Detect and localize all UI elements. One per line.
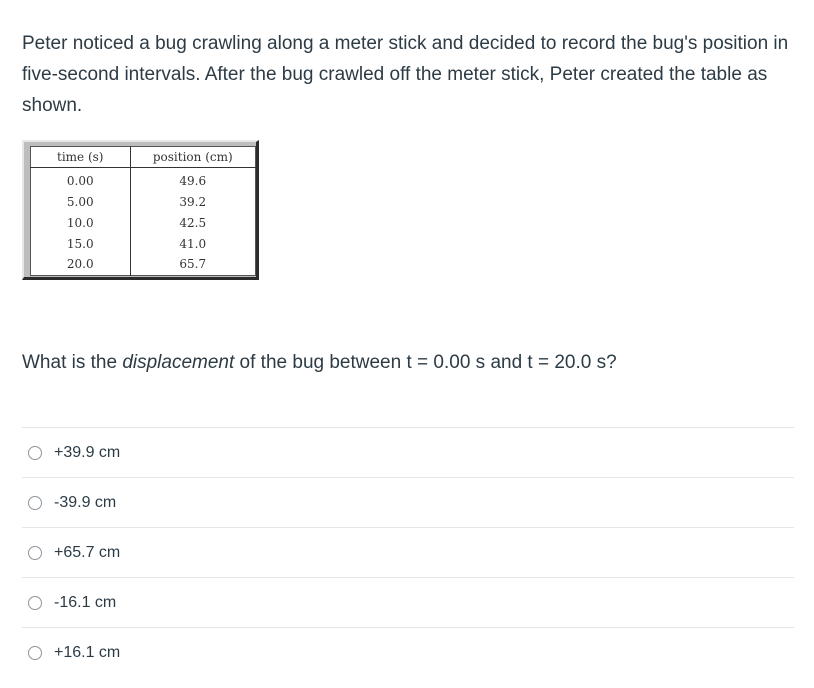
table-row (31, 233, 256, 254)
answer-option-2[interactable] (22, 477, 794, 527)
table-cell-time: 0.00 (31, 168, 131, 192)
table-cell-position: 39.2 (179, 194, 207, 209)
answer-option-4[interactable] (22, 577, 794, 627)
table-cell-position: 41.0 (179, 236, 207, 251)
table-cell-position: 65.7 (179, 257, 207, 272)
prompt-text-after: of the bug between t = 0.00 s and t = 20.0 s? (234, 352, 617, 373)
answer-option-5[interactable] (22, 627, 794, 677)
radio-button-icon[interactable] (28, 546, 42, 560)
table-header-time: time (s) (31, 147, 131, 168)
table-cell-position: 42.5 (179, 215, 207, 230)
answer-label: -16.1 cm (54, 593, 117, 611)
table-header-position: position (cm) (130, 147, 255, 168)
table-cell-position: 49.6 (179, 173, 207, 188)
table-cell-time: 20.0 (31, 254, 131, 276)
answer-label: -39.9 cm (54, 493, 117, 511)
radio-button-icon[interactable] (28, 496, 42, 510)
answer-label: +16.1 cm (54, 643, 121, 661)
data-table-frame (22, 140, 259, 280)
table-row (31, 168, 256, 192)
table-header-row (31, 147, 256, 168)
answer-label: +65.7 cm (54, 543, 121, 561)
answer-list (22, 427, 794, 677)
table-cell-time: 10.0 (31, 212, 131, 233)
table-row (31, 254, 256, 276)
answer-option-3[interactable] (22, 527, 794, 577)
radio-button-icon[interactable] (28, 646, 42, 660)
table-cell-time: 5.00 (31, 191, 131, 212)
question-prompt (22, 349, 617, 377)
prompt-emphasis: displacement (122, 352, 235, 373)
table-row (31, 191, 256, 212)
question-intro: Peter noticed a bug crawling along a meter stick and decided to record the bug's position in five-second intervals. After the bug crawled off the meter stick, Peter created the table as shown. (22, 33, 789, 116)
data-table (30, 146, 256, 276)
radio-button-icon[interactable] (28, 446, 42, 460)
prompt-text-before: What is the (22, 352, 123, 373)
answer-option-1[interactable] (22, 427, 794, 477)
answer-label: +39.9 cm (54, 443, 121, 461)
table-cell-time: 15.0 (31, 233, 131, 254)
radio-button-icon[interactable] (28, 596, 42, 610)
table-row (31, 212, 256, 233)
